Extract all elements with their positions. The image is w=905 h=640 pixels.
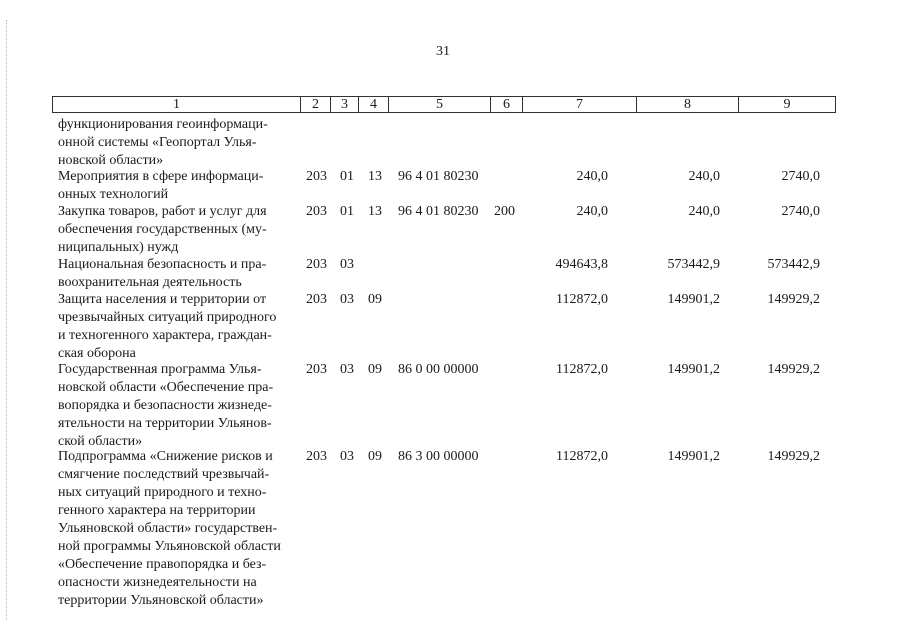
header-col-3: 3 bbox=[331, 97, 359, 112]
row-name bbox=[58, 116, 295, 170]
row-name bbox=[58, 291, 295, 363]
cell-c2: 203 bbox=[306, 169, 327, 184]
row-name bbox=[58, 256, 295, 292]
row-name bbox=[58, 361, 295, 451]
cell-c8: 149901,2 bbox=[667, 362, 720, 377]
row-name-line: Мероприятия в сфере информаци- bbox=[58, 169, 264, 184]
cell-c4: 09 bbox=[368, 449, 382, 464]
cell-c5: 96 4 01 80230 bbox=[398, 204, 479, 219]
row-name-line: Национальная безопасность и пра- bbox=[58, 257, 267, 272]
cell-c5: 86 3 00 00000 bbox=[398, 449, 479, 464]
cell-c3: 01 bbox=[340, 169, 354, 184]
table-header-row bbox=[52, 96, 836, 113]
row-name-line: новской области» bbox=[58, 153, 164, 168]
row-name-line: ятельности на территории Ульянов- bbox=[58, 416, 272, 431]
cell-c2: 203 bbox=[306, 292, 327, 307]
cell-c7: 494643,8 bbox=[555, 257, 608, 272]
cell-c2: 203 bbox=[306, 257, 327, 272]
scan-edge-artifact bbox=[6, 20, 8, 620]
cell-c4: 09 bbox=[368, 292, 382, 307]
cell-c9: 573442,9 bbox=[767, 257, 820, 272]
row-name-line: Защита населения и территории от bbox=[58, 292, 267, 307]
header-col-4: 4 bbox=[359, 97, 389, 112]
row-name-line: чрезвычайных ситуаций природного bbox=[58, 310, 277, 325]
cell-c3: 03 bbox=[340, 292, 354, 307]
row-name-line: Подпрограмма «Снижение рисков и bbox=[58, 449, 273, 464]
row-name-line: вопорядка и безопасности жизнеде- bbox=[58, 398, 272, 413]
row-name-line: территории Ульяновской области» bbox=[58, 593, 264, 608]
row-name-line: Государственная программа Улья- bbox=[58, 362, 262, 377]
cell-c8: 240,0 bbox=[688, 204, 720, 219]
cell-c7: 240,0 bbox=[576, 204, 608, 219]
cell-c9: 149929,2 bbox=[767, 449, 820, 464]
cell-c8: 573442,9 bbox=[667, 257, 720, 272]
cell-c7: 112872,0 bbox=[556, 362, 608, 377]
row-name-line: генного характера на территории bbox=[58, 503, 256, 518]
header-col-1: 1 bbox=[53, 97, 301, 112]
row-name-line: Закупка товаров, работ и услуг для bbox=[58, 204, 267, 219]
row-name bbox=[58, 448, 295, 610]
cell-c5: 96 4 01 80230 bbox=[398, 169, 479, 184]
cell-c3: 03 bbox=[340, 362, 354, 377]
row-name-line: функционирования геоинформаци- bbox=[58, 117, 268, 132]
row-name bbox=[58, 203, 295, 257]
row-name-line: онных технологий bbox=[58, 187, 169, 202]
row-name-line: смягчение последствий чрезвычай- bbox=[58, 467, 270, 482]
cell-c3: 01 bbox=[340, 204, 354, 219]
row-name-line: опасности жизнедеятельности на bbox=[58, 575, 257, 590]
row-name-line: и техногенного характера, граждан- bbox=[58, 328, 272, 343]
page-number: 31 bbox=[436, 44, 450, 59]
cell-c9: 149929,2 bbox=[767, 362, 820, 377]
cell-c3: 03 bbox=[340, 449, 354, 464]
cell-c9: 2740,0 bbox=[781, 169, 820, 184]
header-col-8: 8 bbox=[637, 97, 739, 112]
cell-c7: 112872,0 bbox=[556, 292, 608, 307]
cell-c5: 86 0 00 00000 bbox=[398, 362, 479, 377]
cell-c2: 203 bbox=[306, 449, 327, 464]
cell-c6: 200 bbox=[494, 204, 515, 219]
header-col-2: 2 bbox=[301, 97, 331, 112]
row-name-line: ных ситуаций природного и техно- bbox=[58, 485, 267, 500]
row-name-line: Ульяновской области» государствен- bbox=[58, 521, 278, 536]
cell-c8: 240,0 bbox=[688, 169, 720, 184]
cell-c8: 149901,2 bbox=[667, 449, 720, 464]
row-name-line: «Обеспечение правопорядка и без- bbox=[58, 557, 267, 572]
cell-c2: 203 bbox=[306, 362, 327, 377]
row-name-line: ной программы Ульяновской области bbox=[58, 539, 281, 554]
cell-c4: 09 bbox=[368, 362, 382, 377]
cell-c9: 149929,2 bbox=[767, 292, 820, 307]
row-name-line: новской области «Обеспечение пра- bbox=[58, 380, 274, 395]
cell-c4: 13 bbox=[368, 169, 382, 184]
row-name-line: ниципальных) нужд bbox=[58, 240, 179, 255]
cell-c7: 240,0 bbox=[576, 169, 608, 184]
cell-c4: 13 bbox=[368, 204, 382, 219]
row-name-line: онной системы «Геопортал Улья- bbox=[58, 135, 257, 150]
row-name-line: ская оборона bbox=[58, 346, 136, 361]
cell-c2: 203 bbox=[306, 204, 327, 219]
row-name bbox=[58, 168, 295, 204]
header-col-5: 5 bbox=[389, 97, 491, 112]
cell-c8: 149901,2 bbox=[667, 292, 720, 307]
cell-c9: 2740,0 bbox=[781, 204, 820, 219]
cell-c3: 03 bbox=[340, 257, 354, 272]
cell-c7: 112872,0 bbox=[556, 449, 608, 464]
header-col-6: 6 bbox=[491, 97, 523, 112]
row-name-line: ской области» bbox=[58, 434, 143, 449]
row-name-line: воохранительная деятельность bbox=[58, 275, 242, 290]
header-col-9: 9 bbox=[783, 97, 791, 112]
row-name-line: обеспечения государственных (му- bbox=[58, 222, 267, 237]
header-col-7: 7 bbox=[523, 97, 637, 112]
